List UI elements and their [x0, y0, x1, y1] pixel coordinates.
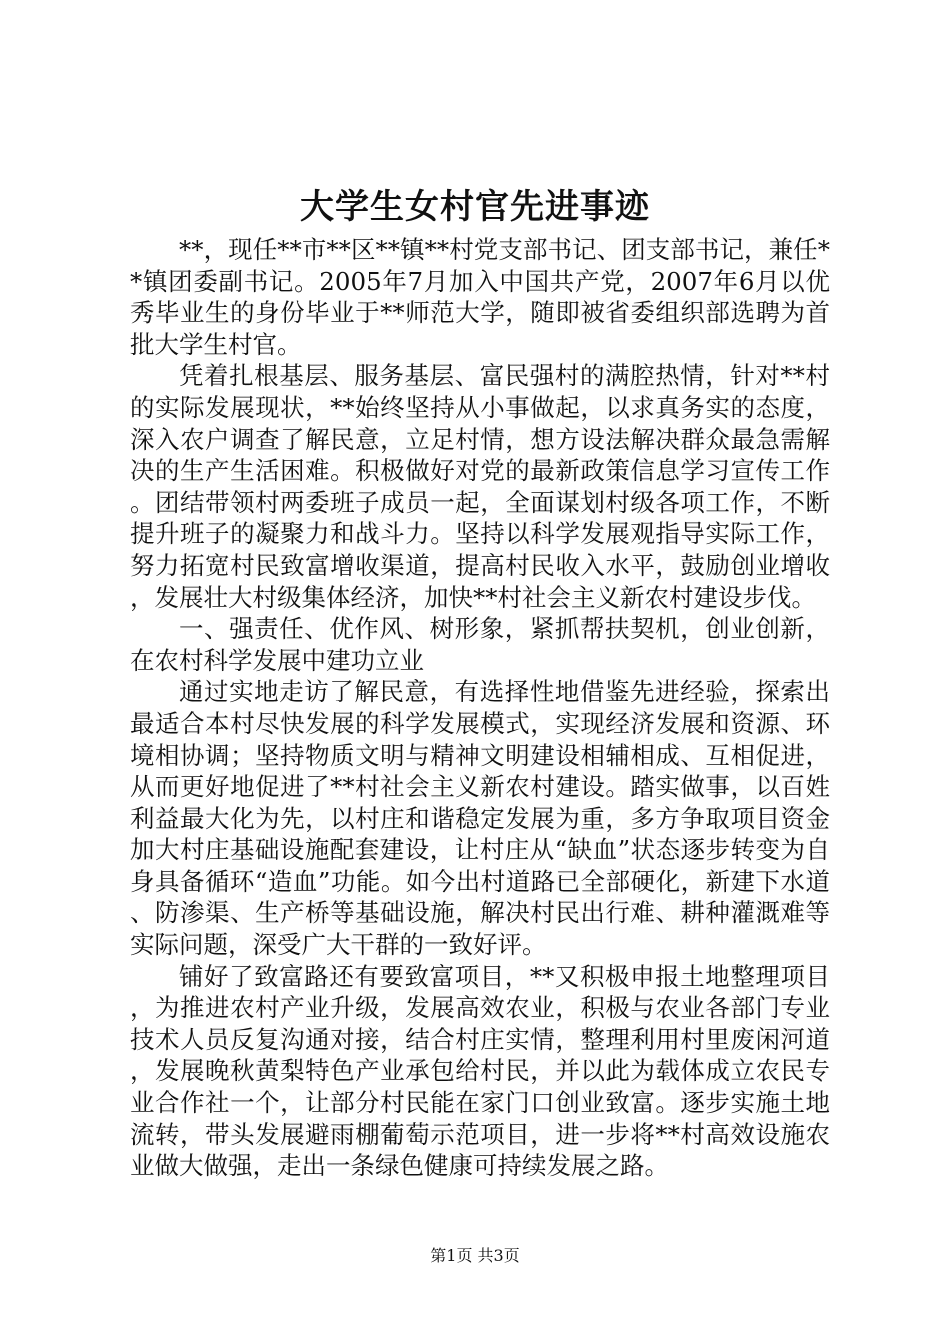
document-body: [130, 234, 830, 1182]
paragraph-intro: **，现任**市**区**镇**村党支部书记、团支部书记，兼任**镇团委副书记。2005年7月加入中国共产党，2007年6月以优秀毕业生的身份毕业于**师范大学，随即被省委组织部选聘为首批大学生村官。: [130, 235, 830, 359]
page-footer: 第1页 共3页: [430, 1246, 520, 1265]
document-title: 大学生女村官先进事迹: [300, 187, 650, 227]
paragraph-summary: 凭着扎根基层、服务基层、富民强村的满腔热情，针对**村的实际发展现状，**始终坚持从小事做起，以求真务实的态度，深入农户调查了解民意，立足村情，想方设法解决群众最急需解决的生产生活困难。积极做好对党的最新政策信息学习宣传工作。团结带领村两委班子成员一起，全面谋划村级各项工作，不断提升班子的凝聚力和战斗力。坚持以科学发展观指导实际工作，努力拓宽村民致富增收渠道，提高村民收入水平，鼓励创业增收，发展壮大村级集体经济，加快**村社会主义新农村建设步伐。: [130, 361, 830, 612]
section-heading-1: 一、强责任、优作风、树形象，紧抓帮扶契机，创业创新，在农村科学发展中建功立业: [130, 614, 830, 675]
paragraph-infrastructure: 通过实地走访了解民意，有选择性地借鉴先进经验，探索出最适合本村尽快发展的科学发展模式，实现经济发展和资源、环境相协调；坚持物质文明与精神文明建设相辅相成、互相促进，从而更好地促进了**村社会主义新农村建设。踏实做事，以百姓利益最大化为先，以村庄和谐稳定发展为重，多方争取项目资金加大村庄基础设施配套建设，让村庄从“缺血”状态逐步转变为自身具备循环“造血”功能。如今出村道路已全部硬化，新建下水道、防渗渠、生产桥等基础设施，解决村民出行难、耕种灌溉难等实际问题，深受广大干群的一致好评。: [130, 677, 830, 960]
paragraph-projects: 铺好了致富路还有要致富项目，**又积极申报土地整理项目，为推进农村产业升级，发展高效农业，积极与农业各部门专业技术人员反复沟通对接，结合村庄实情，整理利用村里废闲河道，发展晚秋黄梨特色产业承包给村民，并以此为载体成立农民专业合作社一个，让部分村民能在家门口创业致富。逐步实施土地流转，带头发展避雨棚葡萄示范项目，进一步将**村高效设施农业做大做强，走出一条绿色健康可持续发展之路。: [130, 961, 830, 1181]
